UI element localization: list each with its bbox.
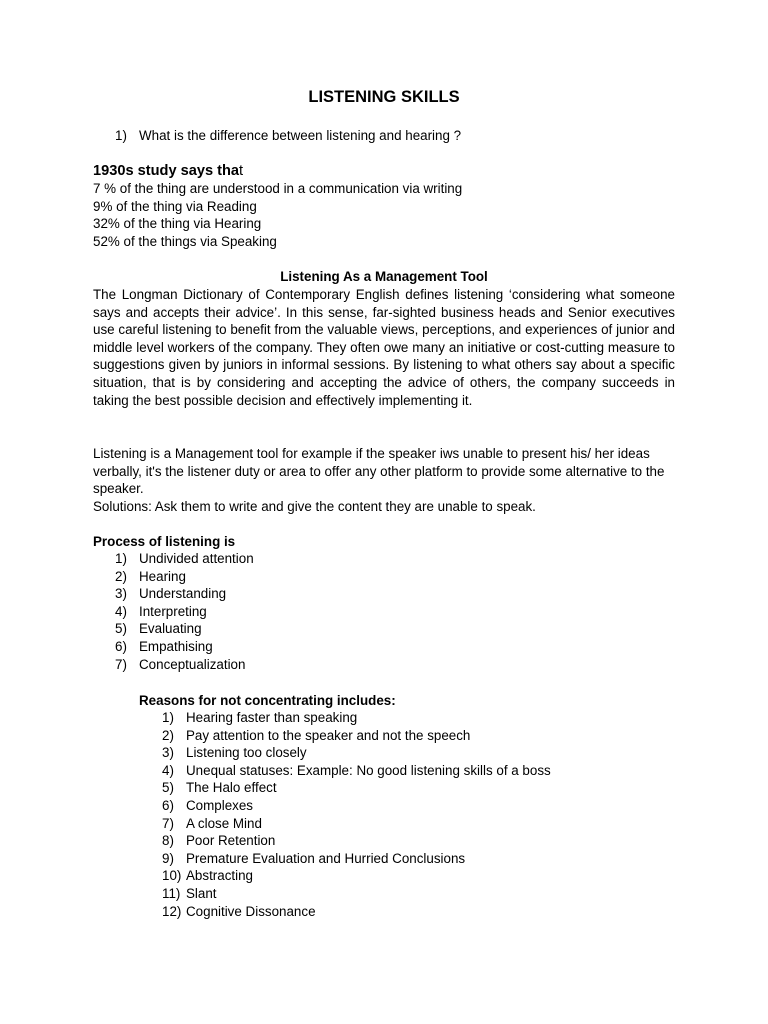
- question-text: What is the difference between listening and hearing ?: [139, 128, 462, 143]
- list-item: [162, 797, 551, 815]
- list-item: [115, 550, 254, 568]
- item-number: 3): [162, 745, 174, 761]
- item-number: 2): [162, 727, 174, 743]
- item-number: 12): [162, 903, 182, 919]
- page-title: LISTENING SKILLS: [308, 88, 460, 106]
- item-number: 5): [162, 780, 174, 796]
- item-text: Hearing: [139, 568, 186, 584]
- item-number: 1): [115, 551, 127, 566]
- list-item: [162, 744, 551, 762]
- study-heading: [93, 162, 243, 180]
- study-line: 9% of the thing via Reading: [93, 198, 257, 214]
- item-text: Understanding: [139, 586, 227, 602]
- study-heading-tail: t: [239, 163, 244, 179]
- study-line: 7 % of the thing are understood in a communication via writing: [93, 181, 463, 196]
- item-text: Abstracting: [186, 868, 253, 884]
- item-text: Interpreting: [139, 603, 207, 619]
- solutions-text: Solutions: Ask them to write and give the content they are unable to speak.: [93, 498, 536, 514]
- item-number: 9): [162, 850, 174, 866]
- list-item: [115, 585, 254, 603]
- item-text: Undivided attention: [139, 551, 254, 566]
- item-text: A close Mind: [186, 815, 262, 831]
- list-item: [162, 727, 551, 745]
- item-number: 8): [162, 833, 174, 849]
- item-text: Empathising: [139, 638, 213, 654]
- item-text: Slant: [186, 885, 217, 901]
- item-text: Unequal statuses: Example: No good listening skills of a boss: [186, 762, 551, 778]
- item-number: 2): [115, 568, 127, 584]
- item-text: Pay attention to the speaker and not the speech: [186, 727, 471, 743]
- item-text: The Halo effect: [186, 780, 277, 796]
- list-item: [115, 603, 254, 621]
- process-list: [115, 550, 254, 673]
- reasons-heading: Reasons for not concentrating includes:: [139, 693, 396, 708]
- study-line: 52% of the things via Speaking: [93, 233, 277, 249]
- list-item: [162, 867, 551, 885]
- study-line: 32% of the thing via Hearing: [93, 216, 262, 232]
- item-number: 6): [115, 638, 127, 654]
- list-item: [162, 832, 551, 850]
- process-heading: Process of listening is: [93, 534, 236, 549]
- list-item: [115, 568, 254, 586]
- reasons-list: [162, 709, 551, 920]
- list-item: [162, 850, 551, 868]
- list-item: [162, 762, 551, 780]
- management-paragraph-text: Listening is a Management tool for example if the speaker iws unable to present his/ her ideas verbally, it's the listener duty or area to offer any other platform to provide some alternative to the speaker.: [93, 446, 665, 497]
- item-text: Listening too closely: [186, 745, 307, 761]
- list-item: [162, 903, 551, 921]
- item-text: Premature Evaluation and Hurried Conclusions: [186, 850, 466, 866]
- list-item: [115, 638, 254, 656]
- question-number: 1): [115, 128, 127, 143]
- list-item: [162, 885, 551, 903]
- item-number: 1): [162, 710, 174, 725]
- list-item: [115, 620, 254, 638]
- item-text: Hearing faster than speaking: [186, 710, 358, 725]
- study-lines: [93, 180, 462, 250]
- item-number: 4): [115, 603, 127, 619]
- list-item: [162, 815, 551, 833]
- item-number: 7): [162, 815, 174, 831]
- list-item: [162, 709, 551, 727]
- item-number: 5): [115, 621, 127, 637]
- item-number: 6): [162, 797, 174, 813]
- item-number: 10): [162, 868, 182, 884]
- item-number: 3): [115, 586, 127, 602]
- definition-paragraph: The Longman Dictionary of Contemporary English defines listening ‘considering what someone says and accepts their advice’. In this sense, far-sighted business heads and Senior executives use careful listening to benefit from the valuable views, perceptions, and experiences of junior and middle level workers of the company. They often owe many an initiative or cost-cutting measure to suggestions given by juniors in informal sessions. By listening to what others say about a specific situation, that is by considering and accepting the advice of others, the company succeeds in taking the best possible decision and effectively implementing it.: [93, 287, 675, 408]
- management-paragraph: [93, 445, 675, 515]
- item-number: 11): [162, 885, 181, 901]
- question-item: [115, 127, 461, 145]
- item-number: 4): [162, 762, 174, 778]
- item-number: 7): [115, 656, 127, 672]
- item-text: Cognitive Dissonance: [186, 903, 316, 919]
- item-text: Complexes: [186, 797, 253, 813]
- item-text: Poor Retention: [186, 833, 276, 849]
- study-heading-bold: 1930s study says tha: [93, 163, 240, 179]
- list-item: [162, 779, 551, 797]
- item-text: Evaluating: [139, 621, 202, 637]
- section-subtitle: Listening As a Management Tool: [280, 269, 488, 284]
- item-text: Conceptualization: [139, 656, 246, 672]
- list-item: [115, 656, 254, 674]
